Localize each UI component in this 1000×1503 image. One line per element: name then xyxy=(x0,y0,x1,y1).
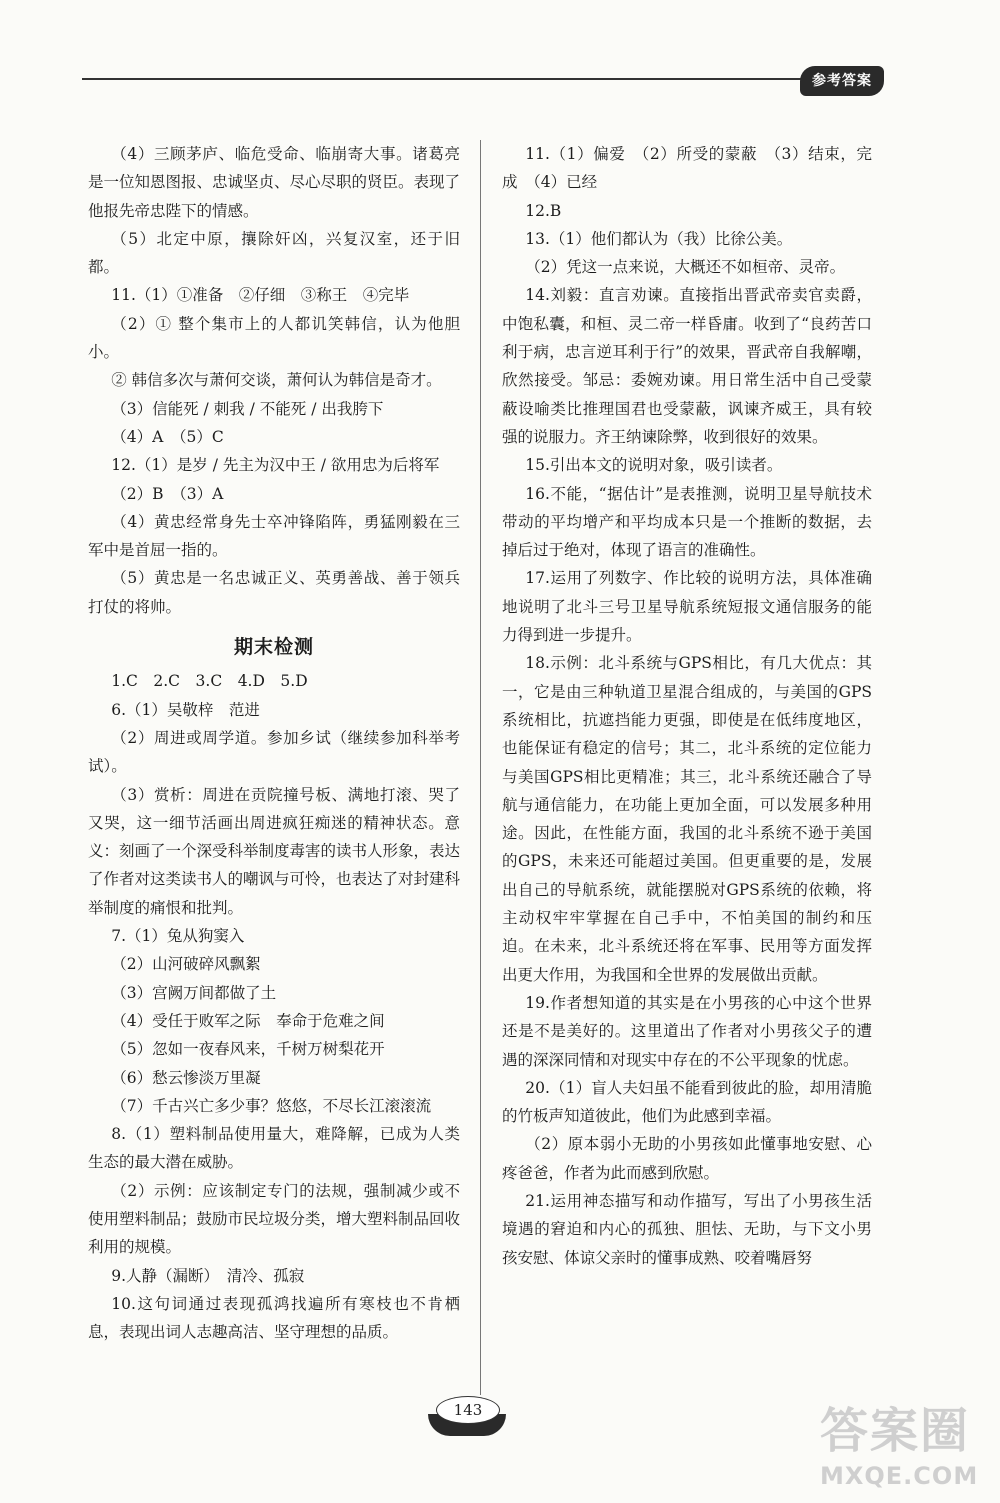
left-bottom-paragraphs xyxy=(88,667,460,1346)
watermark xyxy=(820,1400,995,1500)
answer-paragraph: 7.（1）兔从狗窦入 xyxy=(111,927,245,946)
answer-paragraph: ② 韩信多次与萧何交谈，萧何认为韩信是奇才。 xyxy=(111,371,442,390)
page-number-badge xyxy=(426,1392,506,1442)
left-column xyxy=(88,140,460,1346)
answer-paragraph: 11.（1）①准备 ②仔细 ③称王 ④完毕 xyxy=(111,286,410,305)
answer-paragraph: 11.（1）偏爱 （2）所受的蒙蔽 （3）结束，完成 （4）已经 xyxy=(502,145,872,192)
right-column xyxy=(502,140,872,1272)
left-top-paragraphs xyxy=(88,140,460,621)
answer-paragraph: （4）黄忠经常身先士卒冲锋陷阵，勇猛刚毅在三军中是首屈一指的。 xyxy=(88,512,460,560)
page-number: 143 xyxy=(436,1396,500,1424)
answer-paragraph: （2）原本弱小无助的小男孩如此懂事地安慰、心疼爸爸，作者为此而感到欣慰。 xyxy=(502,1135,872,1182)
answer-paragraph: （7）千古兴亡多少事？悠悠，不尽长江滚滚流 xyxy=(111,1096,432,1115)
answer-paragraph: （2）周进或周学道。参加乡试（继续参加科举考试）。 xyxy=(88,728,460,776)
answer-paragraph: （2）B （3）A xyxy=(111,484,224,503)
answer-paragraph: 10.这句词通过表现孤鸿找遍所有寒枝也不肯栖息，表现出词人志趣高洁、坚守理想的品质。 xyxy=(88,1294,460,1342)
answer-paragraph: （5）黄忠是一名忠诚正义、英勇善战、善于领兵打仗的将帅。 xyxy=(88,569,460,616)
answer-paragraph: 17.运用了列数字、作比较的说明方法，具体准确地说明了北斗三号卫星导航系统短报文通信服务的能力得到进一步提升。 xyxy=(502,569,872,645)
answer-paragraph: （3）赏析：周进在贡院撞号板、满地打滚、哭了又哭，这一细节活画出周进疯狂痴迷的精神状态。意义：刻画了一个深受科举制度毒害的读书人形象，表达了作者对这类读书人的嘲讽与可怜，也表达了对封建科举制度的痛恨和批判。 xyxy=(88,785,461,917)
right-paragraphs xyxy=(502,140,872,1272)
answer-key-badge: 参考答案 xyxy=(800,66,884,96)
watermark-logo-text: 答案圈 xyxy=(820,1403,971,1459)
answer-paragraph: （2）山河破碎风飘絮 xyxy=(111,955,261,974)
answer-paragraph: 12.（1）是岁 / 先主为汉中王 / 欲用忠为后将军 xyxy=(111,456,440,475)
watermark-url: MXQE.COM xyxy=(820,1462,979,1490)
answer-paragraph: （2）凭这一点来说，大概还不如桓帝、灵帝。 xyxy=(525,258,846,277)
answer-paragraph: 18.示例：北斗系统与GPS相比，有几大优点：其一，它是由三种轨道卫星混合组成的，与美国的GPS系统相比，抗遮挡能力更强，即使是在低纬度地区，也能保证有稳定的信号；其二，北斗系统的定位能力与美国GPS相比更精准；其三，北斗系统还融合了导航与通信能力，在功能上更加全面，可以发展多种用途。因此，在性能方面，我国的北斗系统不逊于美国的GPS，未来还可能超过美国。但更重要的是，发展出自己的导航系统，就能摆脱对GPS系统的依赖，将主动权牢牢掌握在自己手中，不怕美国的制约和压迫。在未来，北斗系统还将在军事、民用等方面发挥出更大作用，为我国和全世界的发展做出贡献。 xyxy=(502,654,872,984)
answer-paragraph: （4）A （5）C xyxy=(111,427,224,446)
header-rule xyxy=(82,78,810,80)
answer-paragraph: （3）信能死 / 刺我 / 不能死 / 出我胯下 xyxy=(111,399,384,418)
answer-paragraph: 8.（1）塑料制品使用量大，难降解，已成为人类生态的最大潜在威胁。 xyxy=(88,1125,460,1172)
answer-paragraph: 15.引出本文的说明对象，吸引读者。 xyxy=(525,456,783,475)
answer-paragraph: 21.运用神态描写和动作描写，写出了小男孩生活境遇的窘迫和内心的孤独、胆怯、无助，与下文小男孩安慰、体谅父亲时的懂事成熟、咬着嘴唇努 xyxy=(502,1191,872,1267)
answer-paragraph: （5）忽如一夜春风来，千树万树梨花开 xyxy=(111,1040,385,1059)
answer-paragraph: 13.（1）他们都认为（我）比徐公美。 xyxy=(525,229,793,248)
answer-paragraph: （6）愁云惨淡万里凝 xyxy=(111,1068,261,1087)
answer-paragraph: （5）北定中原，攘除奸凶，兴复汉室，还于旧都。 xyxy=(88,229,460,277)
answer-paragraph: 6.（1）吴敬梓 范进 xyxy=(111,700,260,719)
answer-paragraph: （2）示例：应该制定专门的法规，强制减少或不使用塑料制品；鼓励市民垃圾分类，增大塑料制品回收利用的规模。 xyxy=(88,1181,461,1257)
answer-paragraph: 9.人静（漏断） 清冷、孤寂 xyxy=(111,1266,305,1285)
answer-paragraph: 20.（1）盲人夫妇虽不能看到彼此的脸，却用清脆的竹板声知道彼此，他们为此感到幸福。 xyxy=(502,1078,872,1126)
answer-paragraph: 14.刘毅：直言劝谏。直接指出晋武帝卖官卖爵，中饱私囊，和桓、灵二帝一样昏庸。收到了“良药苦口利于病，忠言逆耳利于行”的效果，晋武帝自我解嘲，欣然接受。邹忌：委婉劝谏。用日常生活中自己受蒙蔽设喻类比推理国君也受蒙蔽，讽谏齐威王，具有较强的说服力。齐王纳谏除弊，收到很好的效果。 xyxy=(502,286,872,446)
answer-paragraph: （2）① 整个集市上的人都讥笑韩信，认为他胆小。 xyxy=(88,314,460,362)
column-divider xyxy=(480,140,481,1395)
answer-paragraph: （4）三顾茅庐、临危受命、临崩寄大事。诸葛亮是一位知恩图报、忠诚坚贞、尽心尽职的贤臣。表现了他报先帝忠陛下的情感。 xyxy=(88,145,461,220)
section-title: 期末检测 xyxy=(233,636,314,659)
answer-paragraph: 1.C 2.C 3.C 4.D 5.D xyxy=(111,672,308,691)
answer-paragraph: 19.作者想知道的其实是在小男孩的心中这个世界还是不是美好的。这里道出了作者对小男孩父子的遭遇的深深同情和对现实中存在的不公平现象的忧虑。 xyxy=(502,993,872,1069)
answer-paragraph: （4）受任于败军之际 奉命于危难之间 xyxy=(111,1011,385,1030)
answer-paragraph: （3）宫阙万间都做了土 xyxy=(111,983,277,1002)
answer-paragraph: 12.B xyxy=(525,201,562,220)
answer-paragraph: 16.不能，“据估计”是表推测，说明卫星导航技术带动的平均增产和平均成本只是一个推断的数据，去掉后过于绝对，体现了语言的准确性。 xyxy=(502,484,872,560)
